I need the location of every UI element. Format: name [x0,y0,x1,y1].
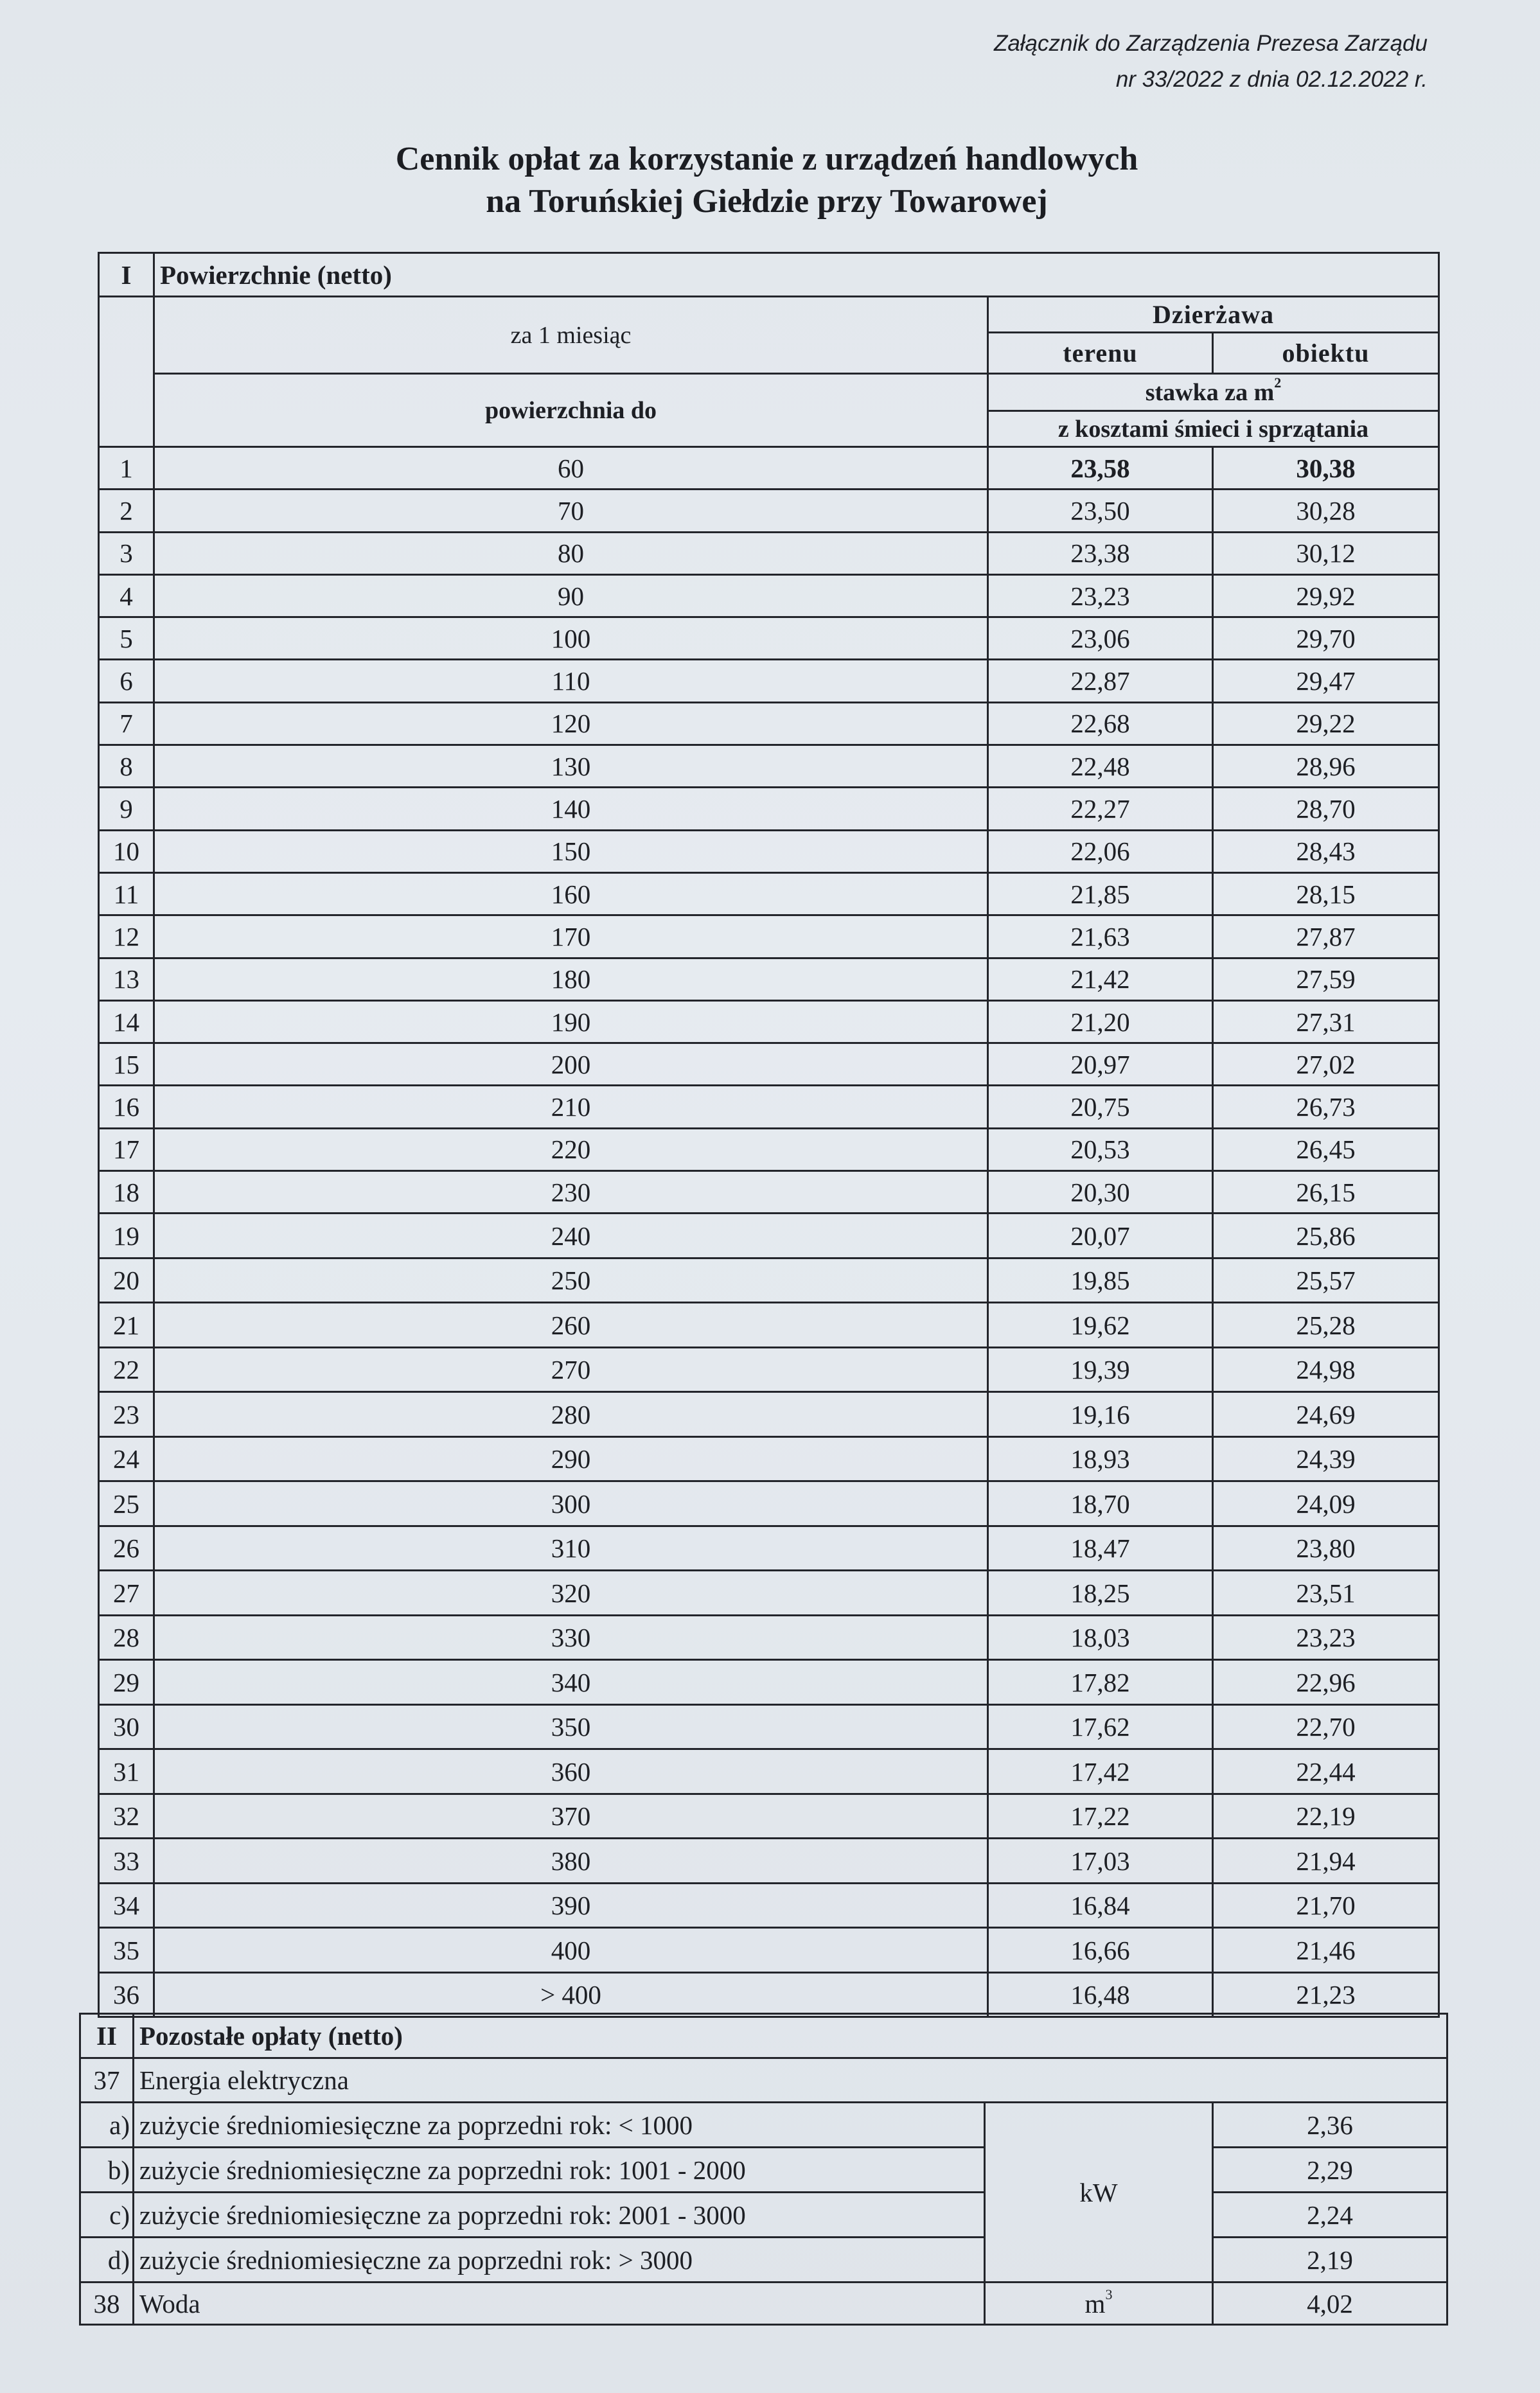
land-rate-cell: 18,03 [988,1615,1213,1660]
item-description: zużycie średniomiesięczne za poprzedni rok: > 3000 [134,2238,985,2283]
object-rate-cell: 28,15 [1213,872,1439,915]
price-row [99,788,1439,830]
water-row [80,2283,1447,2325]
price-row [99,447,1439,490]
row-number: 21 [99,1303,154,1348]
area-cell: 350 [154,1704,988,1749]
object-rate-cell: 27,87 [1213,915,1439,958]
object-rate-cell: 28,70 [1213,788,1439,830]
column-header-area: powierzchnia do [154,374,988,447]
area-cell: 220 [154,1128,988,1170]
area-cell: 170 [154,915,988,958]
row-number: 15 [99,1043,154,1086]
area-cell: 320 [154,1571,988,1616]
electricity-row [80,2058,1447,2103]
land-rate-cell: 20,75 [988,1086,1213,1128]
area-cell: 130 [154,745,988,788]
land-rate-cell: 23,23 [988,574,1213,617]
row-number: 19 [99,1214,154,1258]
item-price: 2,36 [1213,2103,1447,2148]
object-rate-cell: 23,51 [1213,1571,1439,1616]
land-rate-cell: 22,48 [988,745,1213,788]
land-rate-cell: 23,38 [988,532,1213,574]
row-number: 10 [99,830,154,872]
area-cell: 160 [154,872,988,915]
item-description: zużycie średniomiesięczne za poprzedni rok: < 1000 [134,2103,985,2148]
title-line-1: Cennik opłat za korzystanie z urządzeń handlowych [395,141,1138,177]
row-number: 20 [99,1258,154,1303]
price-row [99,1436,1439,1481]
item-price: 2,24 [1213,2193,1447,2238]
area-cell: 120 [154,702,988,745]
area-cell: 400 [154,1928,988,1973]
area-cell: 260 [154,1303,988,1348]
row-number: 5 [99,617,154,660]
row-number: 38 [80,2283,134,2325]
price-row [99,574,1439,617]
land-rate-cell: 19,39 [988,1347,1213,1392]
area-cell: > 400 [154,1972,988,2017]
land-rate-cell: 17,42 [988,1749,1213,1794]
row-number: 3 [99,532,154,574]
price-row [99,1839,1439,1884]
row-number: 24 [99,1436,154,1481]
row-number: 34 [99,1883,154,1928]
price-row [99,1303,1439,1348]
object-rate-cell: 29,70 [1213,617,1439,660]
object-rate-cell: 22,44 [1213,1749,1439,1794]
object-rate-cell: 30,12 [1213,532,1439,574]
land-rate-cell: 17,82 [988,1660,1213,1705]
land-rate-cell: 19,62 [988,1303,1213,1348]
area-cell: 330 [154,1615,988,1660]
column-header-month: za 1 miesiąc [154,297,988,374]
object-rate-cell: 26,73 [1213,1086,1439,1128]
price-row [99,1972,1439,2017]
row-number: 32 [99,1794,154,1839]
electricity-item-row [80,2238,1447,2283]
item-description: zużycie średniomiesięczne za poprzedni rok: 1001 - 2000 [134,2148,985,2193]
row-number: 31 [99,1749,154,1794]
land-rate-cell: 18,25 [988,1571,1213,1616]
row-number: 8 [99,745,154,788]
electricity-unit: kW [985,2103,1213,2283]
land-rate-cell: 21,63 [988,915,1213,958]
electricity-item-row [80,2148,1447,2193]
land-rate-cell: 16,48 [988,1972,1213,2017]
area-cell: 240 [154,1214,988,1258]
title-line-2: na Toruńskiej Giełdzie przy Towarowej [486,183,1048,220]
row-number: 30 [99,1704,154,1749]
object-rate-cell: 27,02 [1213,1043,1439,1086]
area-cell: 390 [154,1883,988,1928]
attachment-note [994,26,1428,98]
price-row [99,1660,1439,1705]
land-rate-cell: 20,97 [988,1043,1213,1086]
row-number: 27 [99,1571,154,1616]
column-header-rate: stawka za $m^2$ [988,374,1439,411]
object-rate-cell: 22,70 [1213,1704,1439,1749]
electricity-label: Energia elektryczna [134,2058,1447,2103]
price-row [99,617,1439,660]
row-number: 23 [99,1392,154,1437]
row-number: 14 [99,1000,154,1043]
land-rate-cell: 22,27 [988,788,1213,830]
area-cell: 370 [154,1794,988,1839]
price-row [99,1000,1439,1043]
water-unit: $m^3$ [985,2283,1213,2325]
land-rate-cell: 19,85 [988,1258,1213,1303]
price-row [99,1571,1439,1616]
area-cell: 180 [154,958,988,1000]
price-row [99,1043,1439,1086]
price-row [99,745,1439,788]
land-rate-cell: 17,03 [988,1839,1213,1884]
area-cell: 310 [154,1526,988,1571]
area-cell: 250 [154,1258,988,1303]
row-number: 37 [80,2058,134,2103]
object-rate-cell: 30,28 [1213,490,1439,532]
price-row [99,872,1439,915]
land-rate-cell: 22,68 [988,702,1213,745]
area-cell: 290 [154,1436,988,1481]
column-header-object: obiektu [1213,333,1439,374]
row-number: 17 [99,1128,154,1170]
row-number: 6 [99,660,154,702]
object-rate-cell: 25,57 [1213,1258,1439,1303]
price-row [99,1704,1439,1749]
land-rate-cell: 23,58 [988,447,1213,490]
land-rate-cell: 22,87 [988,660,1213,702]
item-letter: b) [80,2148,134,2193]
row-number: 36 [99,1972,154,2017]
price-row [99,490,1439,532]
row-number: 4 [99,574,154,617]
area-cell: 340 [154,1660,988,1705]
row-number: 29 [99,1660,154,1705]
land-rate-cell: 16,66 [988,1928,1213,1973]
price-row [99,1347,1439,1392]
price-row [99,915,1439,958]
area-cell: 80 [154,532,988,574]
area-cell: 70 [154,490,988,532]
section-2-number: II [80,2014,134,2058]
object-rate-cell: 24,98 [1213,1347,1439,1392]
row-number: 1 [99,447,154,490]
price-row [99,532,1439,574]
section-2-header-row [80,2014,1447,2058]
row-number: 25 [99,1481,154,1526]
area-cell: 270 [154,1347,988,1392]
row-number: 11 [99,872,154,915]
section-1-number: I [99,253,154,297]
land-rate-cell: 22,06 [988,830,1213,872]
surfaces-price-table [98,252,1440,2018]
object-rate-cell: 23,80 [1213,1526,1439,1571]
land-rate-cell: 16,84 [988,1883,1213,1928]
price-row [99,660,1439,702]
row-number: 33 [99,1839,154,1884]
area-cell: 360 [154,1749,988,1794]
column-header-lease: Dzierżawa [988,297,1439,333]
area-cell: 100 [154,617,988,660]
land-rate-cell: 20,53 [988,1128,1213,1170]
object-rate-cell: 25,28 [1213,1303,1439,1348]
land-rate-cell: 21,20 [988,1000,1213,1043]
price-row [99,1481,1439,1526]
row-number: 16 [99,1086,154,1128]
area-cell: 280 [154,1392,988,1437]
area-cell: 380 [154,1839,988,1884]
row-number: 13 [99,958,154,1000]
price-row [99,1171,1439,1214]
object-rate-cell: 24,09 [1213,1481,1439,1526]
price-row [99,1794,1439,1839]
area-cell: 90 [154,574,988,617]
price-row [99,1214,1439,1258]
land-rate-cell: 23,06 [988,617,1213,660]
land-rate-cell: 18,93 [988,1436,1213,1481]
water-label: Woda [134,2283,985,2325]
price-row [99,1086,1439,1128]
price-row [99,1615,1439,1660]
section-1-label: Powierzchnie (netto) [154,253,1439,297]
attachment-line-1: Załącznik do Zarządzenia Prezesa Zarządu [993,31,1428,56]
object-rate-cell: 27,31 [1213,1000,1439,1043]
item-description: zużycie średniomiesięczne za poprzedni rok: 2001 - 3000 [134,2193,985,2238]
other-fees-table [79,2013,1448,2326]
area-cell: 140 [154,788,988,830]
row-number: 18 [99,1171,154,1214]
item-letter: d) [80,2238,134,2283]
land-rate-cell: 21,42 [988,958,1213,1000]
electricity-item-row [80,2193,1447,2238]
land-rate-cell: 23,50 [988,490,1213,532]
price-row [99,1392,1439,1437]
object-rate-cell: 21,23 [1213,1972,1439,2017]
item-letter: c) [80,2193,134,2238]
electricity-item-row [80,2103,1447,2148]
land-rate-cell: 18,47 [988,1526,1213,1571]
object-rate-cell: 28,96 [1213,745,1439,788]
column-header-rate-note: z kosztami śmieci i sprzątania [988,411,1439,447]
land-rate-cell: 20,30 [988,1171,1213,1214]
section-1-header-row [99,253,1439,297]
land-rate-cell: 20,07 [988,1214,1213,1258]
area-cell: 110 [154,660,988,702]
price-row [99,1128,1439,1170]
object-rate-cell: 29,92 [1213,574,1439,617]
section-2-label: Pozostałe opłaty (netto) [134,2014,1447,2058]
row-number: 28 [99,1615,154,1660]
object-rate-cell: 26,15 [1213,1171,1439,1214]
price-row [99,1928,1439,1973]
row-number: 2 [99,490,154,532]
area-cell: 210 [154,1086,988,1128]
item-price: 2,19 [1213,2238,1447,2283]
land-rate-cell: 18,70 [988,1481,1213,1526]
object-rate-cell: 21,70 [1213,1883,1439,1928]
header-empty-cell [99,297,154,447]
object-rate-cell: 23,23 [1213,1615,1439,1660]
land-rate-cell: 21,85 [988,872,1213,915]
area-cell: 230 [154,1171,988,1214]
row-number: 9 [99,788,154,830]
area-cell: 190 [154,1000,988,1043]
price-row [99,1258,1439,1303]
water-price: 4,02 [1213,2283,1447,2325]
object-rate-cell: 29,22 [1213,702,1439,745]
area-cell: 150 [154,830,988,872]
price-row [99,958,1439,1000]
object-rate-cell: 24,39 [1213,1436,1439,1481]
area-cell: 300 [154,1481,988,1526]
column-header-land: terenu [988,333,1213,374]
object-rate-cell: 30,38 [1213,447,1439,490]
object-rate-cell: 22,96 [1213,1660,1439,1705]
item-letter: a) [80,2103,134,2148]
attachment-line-2: nr 33/2022 z dnia 02.12.2022 r. [1115,67,1428,92]
land-rate-cell: 19,16 [988,1392,1213,1437]
object-rate-cell: 29,47 [1213,660,1439,702]
price-row [99,1749,1439,1794]
row-number: 22 [99,1347,154,1392]
price-row [99,702,1439,745]
row-number: 26 [99,1526,154,1571]
object-rate-cell: 28,43 [1213,830,1439,872]
object-rate-cell: 21,46 [1213,1928,1439,1973]
area-cell: 60 [154,447,988,490]
price-row [99,1526,1439,1571]
price-row [99,830,1439,872]
object-rate-cell: 22,19 [1213,1794,1439,1839]
object-rate-cell: 25,86 [1213,1214,1439,1258]
object-rate-cell: 26,45 [1213,1128,1439,1170]
row-number: 7 [99,702,154,745]
item-price: 2,29 [1213,2148,1447,2193]
land-rate-cell: 17,62 [988,1704,1213,1749]
object-rate-cell: 24,69 [1213,1392,1439,1437]
land-rate-cell: 17,22 [988,1794,1213,1839]
document-title [0,138,1540,223]
area-cell: 200 [154,1043,988,1086]
object-rate-cell: 21,94 [1213,1839,1439,1884]
price-row [99,1883,1439,1928]
row-number: 35 [99,1928,154,1973]
object-rate-cell: 27,59 [1213,958,1439,1000]
row-number: 12 [99,915,154,958]
